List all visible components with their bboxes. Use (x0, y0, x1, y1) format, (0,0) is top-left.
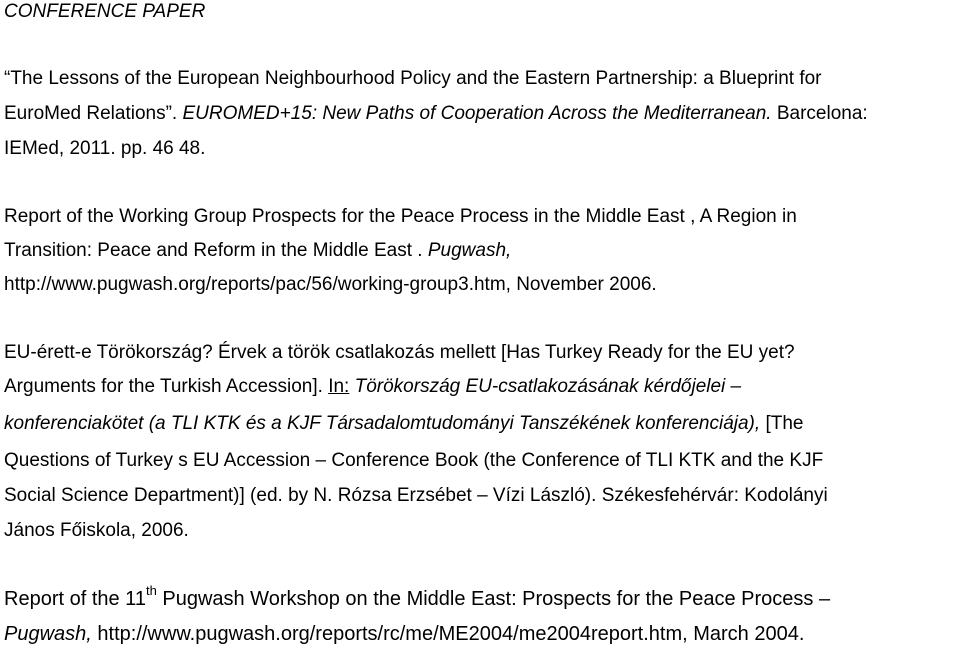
ref3-book-subtitle: konferenciakötet (a TLI KTK és a KJF Társadalomtudományi Tanszékének konferenciája), (4, 413, 761, 434)
ref3-title-end: Arguments for the Turkish Accession]. (4, 376, 329, 397)
ref3-line6: János Főiskola, 2006. (4, 520, 189, 541)
ref1-source: EUROMED+15: New Paths of Cooperation Across the Mediterranean. (182, 103, 772, 124)
section-heading: CONFERENCE PAPER (4, 1, 206, 22)
ref2-line2 (4, 240, 511, 262)
ref2-title: Transition: Peace and Reform in the Middle East . (4, 240, 428, 261)
ref4-title-end: Pugwash Workshop on the Middle East: Prospects for the Peace Process – (156, 588, 831, 610)
ref1-place: Barcelona: (771, 103, 868, 124)
ref3-line4: Questions of Turkey s EU Accession – Conference Book (the Conference of TLI KTK and the KJF (4, 450, 824, 471)
ref3-line5: Social Science Department)] (ed. by N. Rózsa Erzsébet – Vízi László). Székesfehérvár: Kodolányi (4, 485, 828, 506)
ref3-line3 (4, 413, 803, 435)
ref3-book-title: Törökország EU-csatlakozásának kérdőjelei – (349, 376, 742, 397)
ref3-line1: EU-érett-e Törökország? Érvek a török csatlakozás mellett [Has Turkey Ready for the EU yet? (4, 342, 795, 363)
ref4-ordinal: th (145, 583, 157, 598)
ref4-line2 (4, 623, 804, 646)
ref4-line1 (4, 583, 831, 611)
ref1-line3: IEMed, 2011. pp. 46 48. (4, 138, 206, 159)
ref3-translation-start: [The (760, 413, 804, 434)
ref2-line1: Report of the Working Group Prospects for the Peace Process in the Middle East , A Region in (4, 206, 797, 227)
ref3-in-label: In: (328, 376, 350, 397)
ref2-source: Pugwash, (427, 240, 512, 261)
ref1-title: EuroMed Relations”. (4, 103, 183, 124)
ref2-url[interactable]: http://www.pugwash.org/reports/pac/56/working-group3.htm, November 2006. (4, 274, 657, 295)
ref3-line2 (4, 376, 741, 398)
ref4-title-start: Report of the 11 (4, 588, 146, 610)
ref4-url[interactable]: http://www.pugwash.org/reports/rc/me/ME2004/me2004report.htm, March 2004. (91, 623, 805, 645)
ref1-line2 (4, 103, 868, 125)
ref4-source: Pugwash, (4, 623, 92, 645)
ref1-line1: “The Lessons of the European Neighbourhood Policy and the Eastern Partnership: a Blueprint for (4, 68, 822, 89)
